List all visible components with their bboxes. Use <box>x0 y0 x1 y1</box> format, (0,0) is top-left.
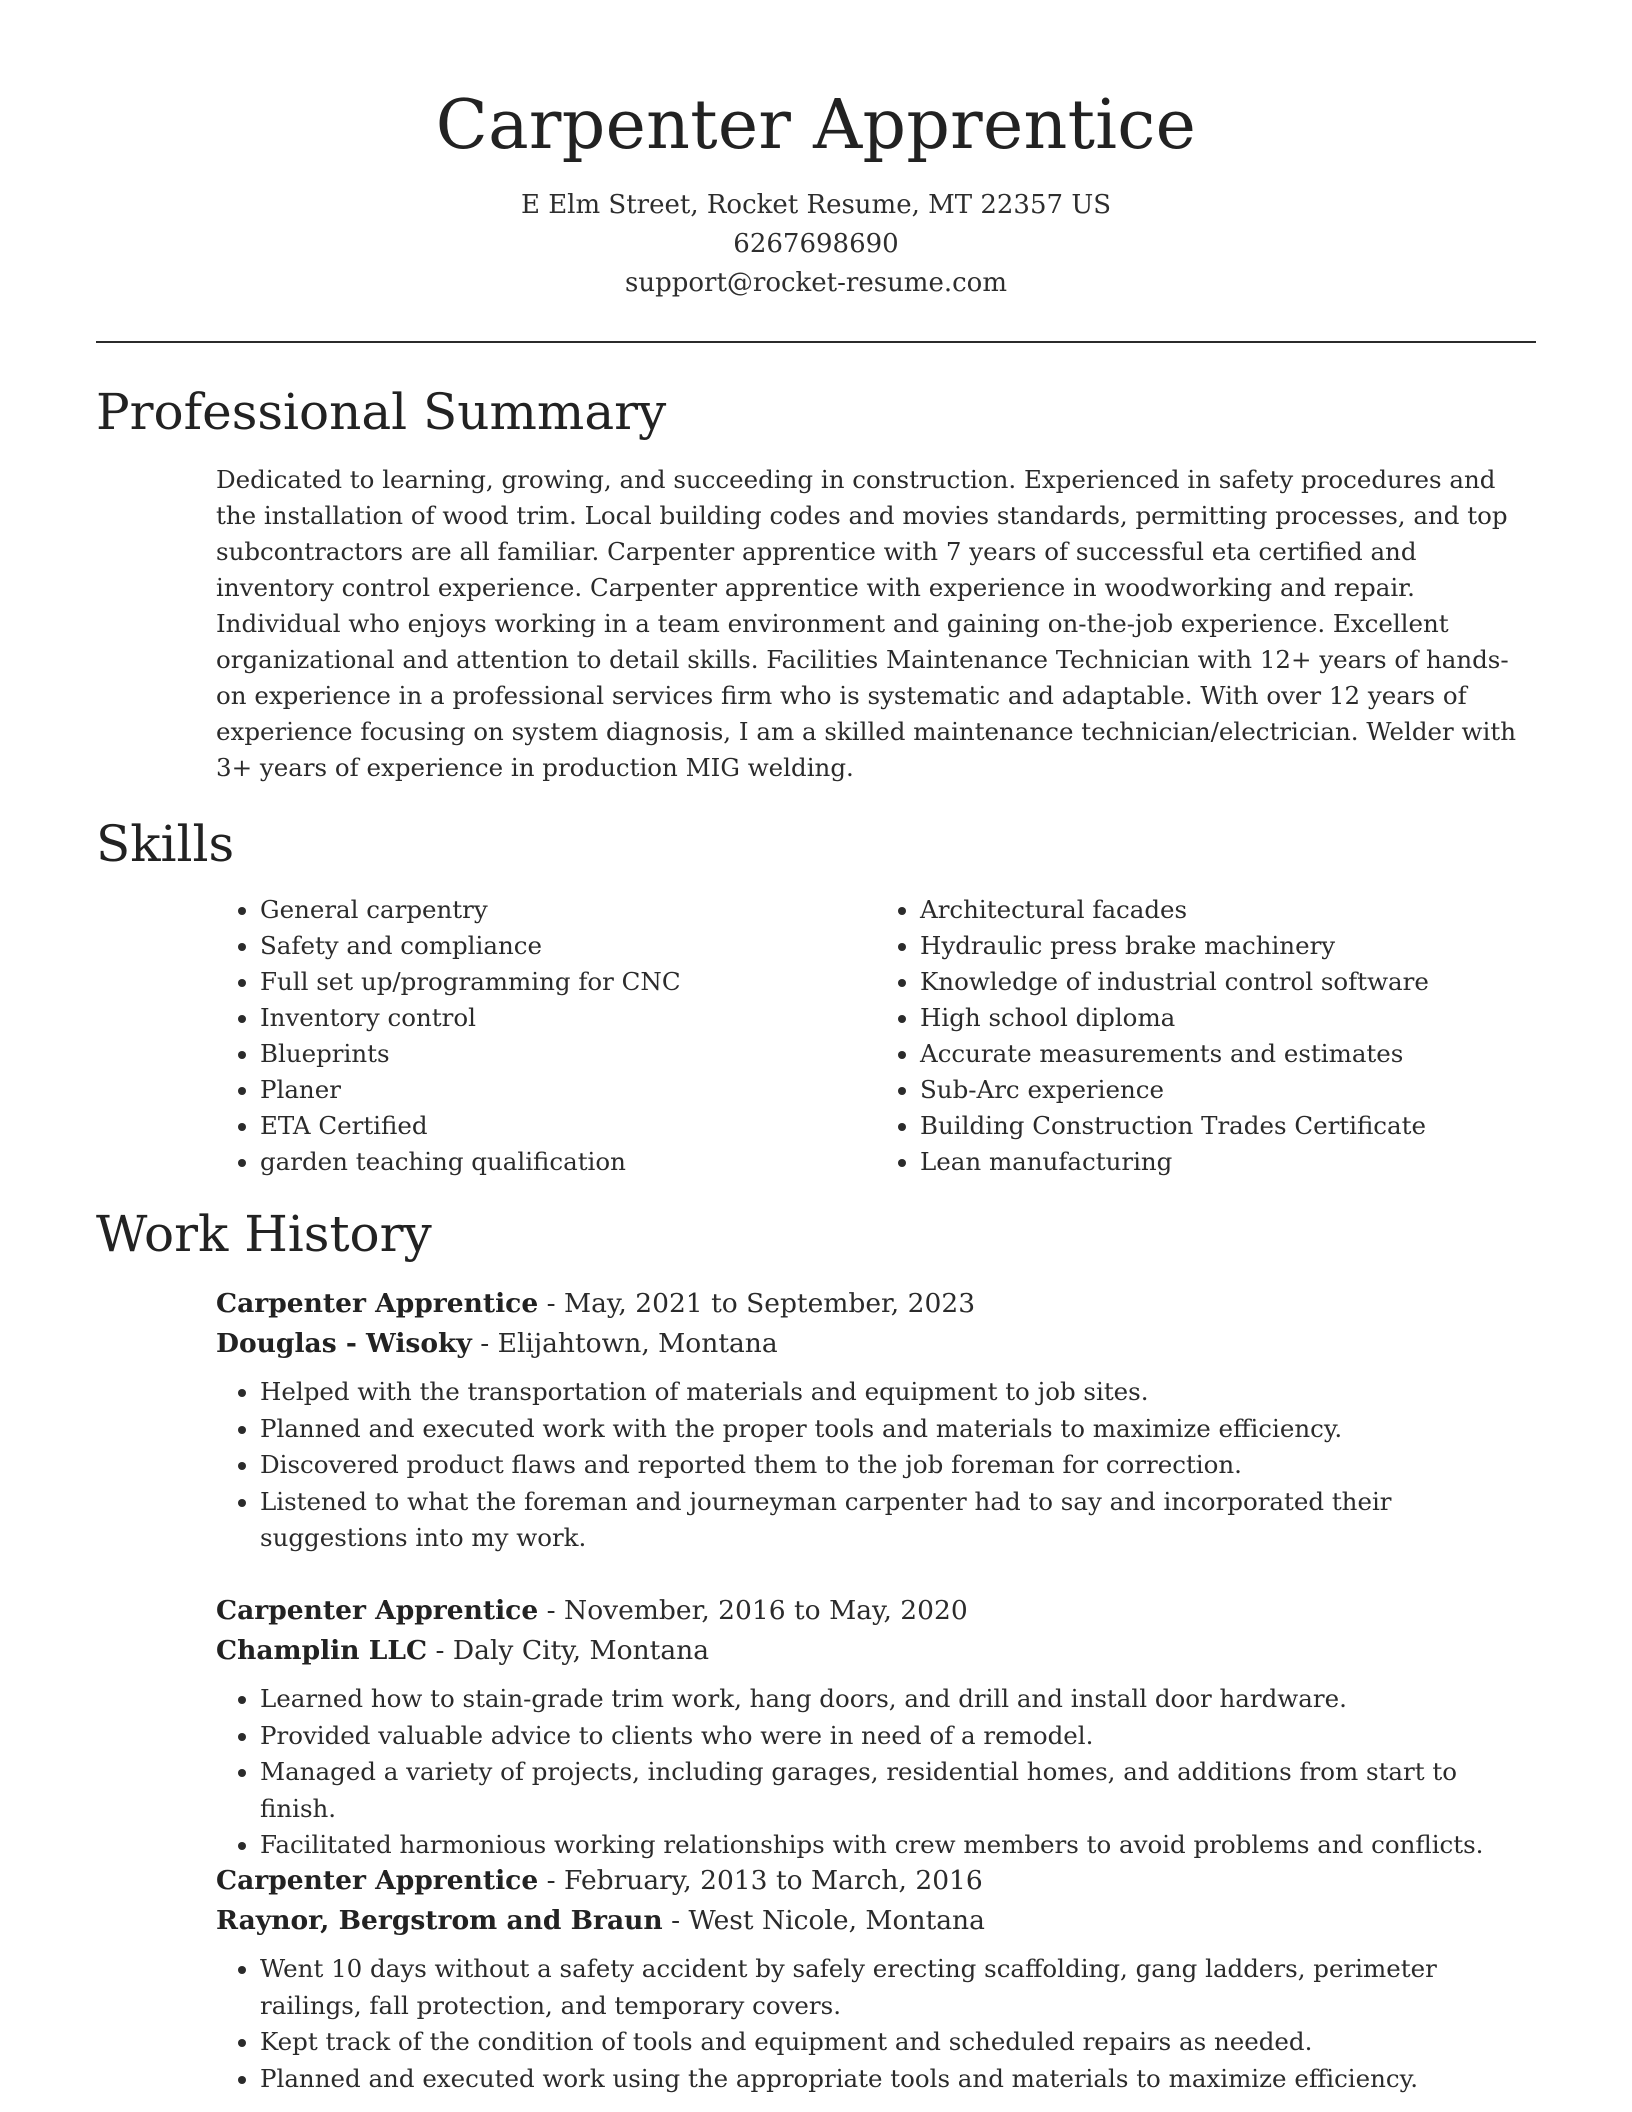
job-bullet: • Discovered product flaws and reported them to the job foreman for correction. <box>260 1447 1538 1484</box>
skill-item: • Full set up/programming for CNC <box>260 964 876 1000</box>
skill-item: • Accurate measurements and estimates <box>920 1036 1536 1072</box>
skills-list <box>216 892 1536 1180</box>
job-role: Carpenter Apprentice <box>216 1595 539 1626</box>
skills-heading: Skills <box>96 815 235 873</box>
skill-item: • Building Construction Trades Certificate <box>920 1108 1536 1144</box>
job-entry <box>216 1591 1538 1864</box>
skills-column-right <box>876 892 1536 1180</box>
candidate-name: Carpenter Apprentice <box>435 86 1197 165</box>
job-company: Champlin LLC <box>216 1635 428 1666</box>
job-bullet: • Went 10 days without a safety accident by safely erecting scaffolding, gang ladders, perimeter railings, fall protection, and temporary covers. <box>260 1951 1538 2024</box>
job-entry <box>216 1284 1538 1557</box>
skill-item: • Inventory control <box>260 1000 876 1036</box>
resume-header <box>0 82 1632 303</box>
job-location: Elijahtown, Montana <box>497 1328 778 1359</box>
job-company-line: Douglas - Wisoky - Elijahtown, Montana <box>216 1328 778 1359</box>
skills-column-left <box>216 892 876 1180</box>
job-company-line: Raynor, Bergstrom and Braun - West Nicole, Montana <box>216 1905 985 1936</box>
job-title-line: Carpenter Apprentice - November, 2016 to May, 2020 <box>216 1595 968 1626</box>
job-entry <box>216 1861 1538 2097</box>
skill-item: • Planer <box>260 1072 876 1108</box>
phone-text: 6267698690 <box>733 229 899 259</box>
skill-item: • ETA Certified <box>260 1108 876 1144</box>
work-history-heading: Work History <box>96 1205 432 1263</box>
job-bullets <box>216 1951 1538 2097</box>
job-title-line: Carpenter Apprentice - May, 2021 to September, 2023 <box>216 1288 976 1319</box>
skill-item: • Architectural facades <box>920 892 1536 928</box>
job-title-line: Carpenter Apprentice - February, 2013 to March, 2016 <box>216 1865 983 1896</box>
skill-item: • garden teaching qualification <box>260 1144 876 1180</box>
job-bullets <box>216 1681 1538 1864</box>
skill-item: • High school diploma <box>920 1000 1536 1036</box>
email-text: support@rocket-resume.com <box>624 268 1007 298</box>
job-location: Daly City, Montana <box>452 1635 709 1666</box>
summary-heading: Professional Summary <box>96 383 667 441</box>
header-divider <box>96 341 1536 343</box>
skill-item: • Blueprints <box>260 1036 876 1072</box>
job-role: Carpenter Apprentice <box>216 1288 539 1319</box>
skill-item: • Sub-Arc experience <box>920 1072 1536 1108</box>
job-bullet: • Managed a variety of projects, including garages, residential homes, and additions from start to finish. <box>260 1754 1538 1827</box>
job-company: Raynor, Bergstrom and Braun <box>216 1905 663 1936</box>
job-bullet: • Helped with the transportation of materials and equipment to job sites. <box>260 1374 1538 1411</box>
job-bullet: • Listened to what the foreman and journeyman carpenter had to say and incorporated their suggestions into my work. <box>260 1484 1538 1557</box>
job-role: Carpenter Apprentice <box>216 1865 539 1896</box>
address-text: E Elm Street, Rocket Resume, MT 22357 US <box>520 190 1112 220</box>
skill-item: • Safety and compliance <box>260 928 876 964</box>
contact-info <box>0 186 1632 303</box>
skill-item: • General carpentry <box>260 892 876 928</box>
job-dates: November, 2016 to May, 2020 <box>564 1595 968 1626</box>
job-bullets <box>216 1374 1538 1557</box>
job-bullet: • Provided valuable advice to clients who were in need of a remodel. <box>260 1718 1538 1755</box>
job-bullet: • Planned and executed work using the appropriate tools and materials to maximize efficiency. <box>260 2061 1538 2098</box>
job-bullet: • Planned and executed work with the proper tools and materials to maximize efficiency. <box>260 1411 1538 1448</box>
job-company: Douglas - Wisoky <box>216 1328 472 1359</box>
job-bullet: • Facilitated harmonious working relationships with crew members to avoid problems and conflicts. <box>260 1827 1538 1864</box>
skill-item: • Lean manufacturing <box>920 1144 1536 1180</box>
job-company-line: Champlin LLC - Daly City, Montana <box>216 1635 709 1666</box>
job-dates: February, 2013 to March, 2016 <box>564 1865 983 1896</box>
job-dates: May, 2021 to September, 2023 <box>564 1288 976 1319</box>
skill-item: • Hydraulic press brake machinery <box>920 928 1536 964</box>
summary-text: Dedicated to learning, growing, and succeeding in construction. Experienced in safety procedures and the installation of wood trim. Local building codes and movies standards, permitting processes, and top subcontractors are all familiar. Carpenter apprentice with 7 years of successful eta certified and inventory control experience. Carpenter apprentice with experience in woodworking and repair. Individual who enjoys working in a team environment and gaining on-the-job experience. Excellent organizational and attention to detail skills. Facilities Maintenance Technician with 12+ years of hands-on experience in a professional services firm who is systematic and adaptable. With over 12 years of experience focusing on system diagnosis, I am a skilled maintenance technician/electrician. Welder with 3+ years of experience in production MIG welding. <box>216 465 1516 782</box>
job-bullet: • Learned how to stain-grade trim work, hang doors, and drill and install door hardware. <box>260 1681 1538 1718</box>
job-location: West Nicole, Montana <box>688 1905 985 1936</box>
skill-item: • Knowledge of industrial control software <box>920 964 1536 1000</box>
job-bullet: • Kept track of the condition of tools and equipment and scheduled repairs as needed. <box>260 2024 1538 2061</box>
